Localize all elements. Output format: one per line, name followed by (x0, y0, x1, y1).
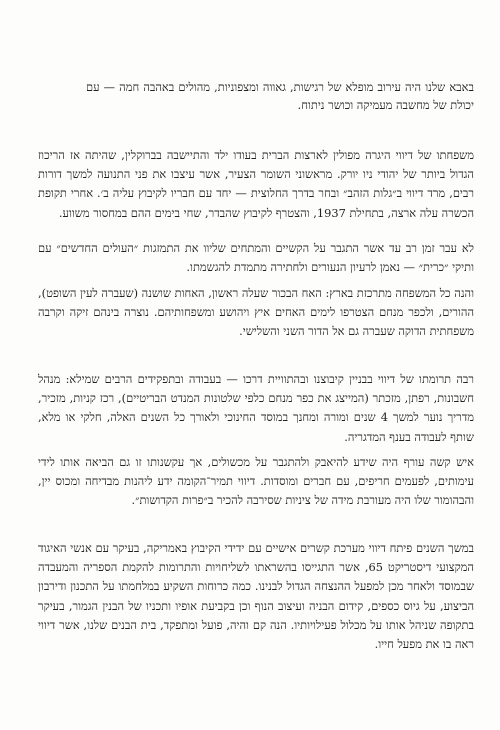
body-paragraph-legacy: במשך השנים פיתח דיווי מערכת קשרים אישיים עם ידידי הקיבוץ באמריקה, בעיקר עם אנשי האיגוד המקצועי דיסטריקט 65, אשר התגייסו בהשראתו לשליחויות והתרומות להקמת הספריה והמעבדה שבמוסד ולאחר מכן למפעל ההנצחה הגדול לבנינו. כמה כרוחות השקיע במלחמתו על התכנון ודירבון הביצוע, על גיוס כספים, קידום הבניה ועיצוב הנוף וכן בקביעת אופיו ותכניו של הבנין הגמור, בעיקר בתקופה שניהל אותו על מכלול פעילויותיו. הנה קם והיה, פועל ומתפקד, בית הבנים שלנו, אשר דיווי ראה בו את מפעל חייו. (38, 541, 474, 652)
body-paragraph-family: והנה כל המשפחה מתרכזת בארץ: האח הבכור שעלה ראשון, האחות שושנה (שעברה לעין השופט), ההורים, ולכפר מנחם הצטרפו לימים האחים איץ ויהושע ומשפחותיהם. נוצרה בינהם זיקה וקרבה משפחתית הדוקה שעברה גם אל הדור השני והשלישי. (38, 286, 474, 339)
epigraph-paragraph: באבא שלנו היה עירוב מופלא של רגישות, גאווה ומצפוניות, מהולים באהבה חמה — עם יכולת של מחשבה מעמיקה וכושר ניתוח. (86, 80, 474, 112)
body-paragraph-contribution: רבה תרומתו של דיווי בבניין קיבוצנו ובהתוויית דרכו — בעבודה ובתפקידים הרבים שמילא: מנהל חשבונות, רפתן, מזכתר (המייצג את כפר מנחם כלפי שלטונות המנדט הבריטיים), רכז קניות, מזכיר, מדריך נוער למשך 4 שנים ומורה ומחנך במוסד החינוכי ולאורך כל השנים האלה, חלקי או מלא, שותף לעבודה בענף המדגריה. (38, 372, 474, 444)
body-paragraph-emigration: משפחתו של דיווי היגרה מפולין לארצות הברית בעודו ילד והתיישבה בברוקלין, שהיתה אז הריכוז הגדול ביותר של יהודי ניו יורק. מראשוני השומר הצעיר, אשר עיצבו את פני התנועה למשך דורות רבים, מרד דיווי ב״גלות הזהב״ ובחר בדרך החלוצית — יחד עם חבריו לקיבוץ עליה ב׳. אחרי תקופת הכשרה עלה ארצה, בתחילת 1937, והצטרף לקיבוץ שהבדר, שחי בימים ההם במחסור משווע. (38, 148, 474, 220)
body-paragraph-new-immigrants: לא עבר זמן רב עד אשר התגבר על הקשיים והמתחים שליוו את התמזגות ״העולים החדשים״ עם ותיקי ״כרית״ — נאמן לרעיון הנעורים ולחתירה מתמדת להגשמתו. (38, 241, 474, 275)
body-paragraph-character: איש קשה עורף היה שידע להיאבק ולהתגבר על מכשולים, אך עקשנותו זו גם הביאה אותו לידי עימותים, לפעמים חריפים, עם חברים ומוסדות. דיווי תמיר־הקומה ידע ליהנות מבדיחה ומכוס יין, והבהומור שלו היה מעורבת מידה של ציניות שסירבה להכיר ב״פרות הקדושות״. (38, 455, 474, 508)
